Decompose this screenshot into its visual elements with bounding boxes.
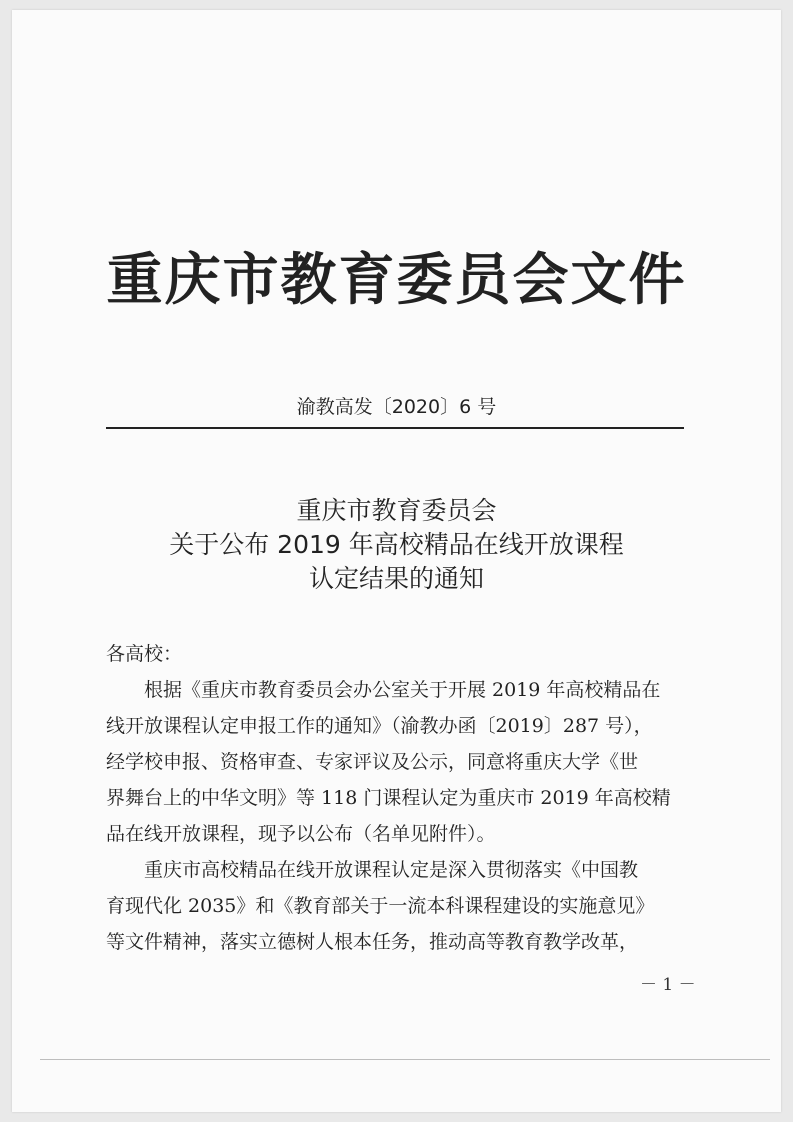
document-body (106, 636, 696, 960)
body-line: 育现代化 2035》和《教育部关于一流本科课程建设的实施意见》 (106, 895, 655, 917)
body-line: 根据《重庆市教育委员会办公室关于开展 2019 年高校精品在 (106, 679, 661, 701)
salutation: 各高校： (106, 643, 183, 665)
title-line: 重庆市教育委员会 (296, 496, 497, 525)
body-line: 界舞台上的中华文明》等 118 门课程认定为重庆市 2019 年高校精 (106, 787, 671, 809)
page-bottom-edge (40, 1059, 770, 1060)
document-title (0, 494, 793, 596)
header-divider (106, 427, 684, 429)
title-line: 关于公布 2019 年高校精品在线开放课程 (169, 530, 624, 559)
body-line: 重庆市高校精品在线开放课程认定是深入贯彻落实《中国教 (106, 859, 639, 881)
document-masthead: 重庆市教育委员会文件 (106, 248, 687, 313)
body-line: 经学校申报、资格审查、专家评议及公示，同意将重庆大学《世 (106, 751, 639, 773)
body-line: 等文件精神，落实立德树人根本任务，推动高等教育教学改革， (106, 931, 639, 953)
document-number: 渝教高发〔2020〕6 号 (296, 396, 497, 418)
page-number: － 1 － (640, 975, 696, 995)
body-line: 线开放课程认定申报工作的通知》（渝教办函〔2019〕287 号）， (106, 715, 653, 737)
title-line: 认定结果的通知 (308, 564, 484, 593)
body-line: 品在线开放课程，现予以公布（名单见附件）。 (106, 823, 496, 845)
